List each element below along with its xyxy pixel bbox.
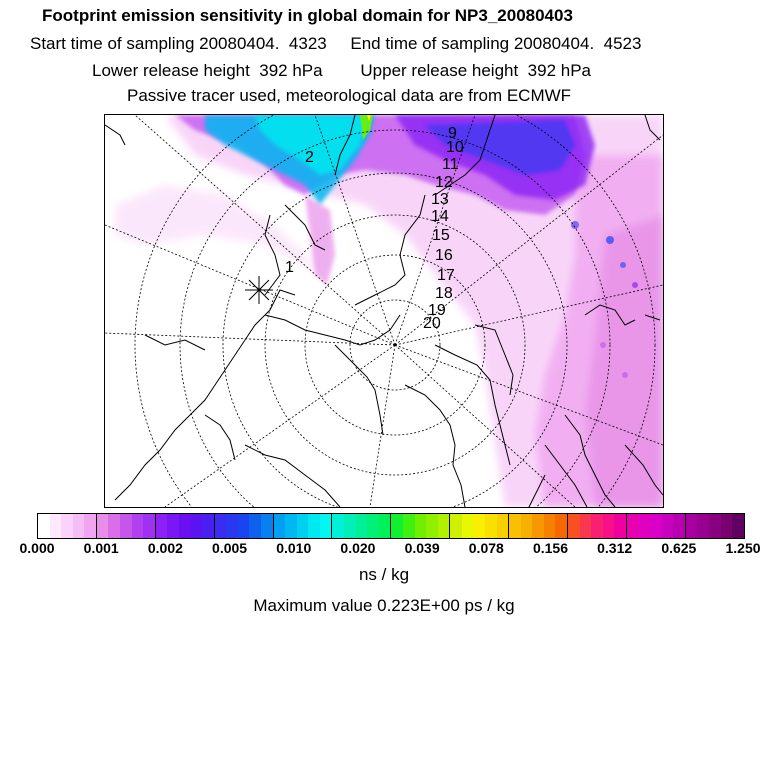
colorbar-swatch [97, 514, 109, 538]
colorbar-swatch [709, 514, 721, 538]
colorbar-swatch [215, 514, 227, 538]
colorbar-swatch [297, 514, 309, 538]
trajectory-label: 15 [432, 227, 450, 244]
colorbar-swatch [603, 514, 615, 538]
colorbar-swatch [132, 514, 144, 538]
release-height-line: Lower release height 392 hPa Upper release height 392 hPa [92, 61, 591, 80]
colorbar-swatch [403, 514, 415, 538]
colorbar-swatch [308, 514, 320, 538]
colorbar-swatch [332, 514, 344, 538]
colorbar-swatch [462, 514, 474, 538]
colorbar-tick-label: 0.625 [661, 540, 697, 556]
colorbar-swatch [544, 514, 556, 538]
colorbar-swatch [662, 514, 674, 538]
colorbar-swatch [497, 514, 510, 538]
colorbar-swatch [721, 514, 733, 538]
trajectory-label: 11 [442, 156, 459, 173]
colorbar-tick-label: 0.000 [19, 540, 55, 556]
trajectory-label: 19 [428, 302, 446, 319]
trajectory-label: 9 [448, 125, 457, 142]
colorbar-swatch [285, 514, 297, 538]
sampling-time-line: Start time of sampling 20080404. 4323 End time of sampling 20080404. 4523 [30, 34, 642, 53]
map-canvas [105, 115, 663, 507]
trajectory-label: 12 [435, 174, 453, 191]
colorbar-swatch [732, 514, 744, 538]
colorbar-swatch [320, 514, 333, 538]
colorbar-swatch [673, 514, 686, 538]
colorbar-swatch [38, 514, 50, 538]
colorbar-swatch [191, 514, 203, 538]
colorbar-swatch [238, 514, 250, 538]
colorbar-swatch [473, 514, 485, 538]
colorbar-swatch [226, 514, 238, 538]
colorbar-swatch [167, 514, 179, 538]
colorbar-tick-label: 0.002 [147, 540, 183, 556]
colorbar-swatch [532, 514, 544, 538]
trajectory-label: 1 [285, 259, 294, 276]
colorbar-swatch [156, 514, 168, 538]
colorbar-swatch [261, 514, 274, 538]
trajectory-label: 14 [431, 208, 449, 225]
trajectory-label: 2 [305, 149, 314, 166]
colorbar-swatch [686, 514, 698, 538]
trajectory-label: 17 [437, 267, 455, 284]
colorbar-swatch [143, 514, 156, 538]
colorbar-swatch [391, 514, 403, 538]
colorbar-swatch [555, 514, 568, 538]
colorbar-swatch [84, 514, 97, 538]
sensitivity-plume [115, 115, 663, 507]
colorbar-unit: ns / kg [358, 565, 410, 584]
footprint-map [104, 114, 664, 508]
colorbar-swatch [627, 514, 639, 538]
trajectory-label: 10 [446, 139, 464, 156]
colorbar-tick-label: 0.312 [597, 540, 633, 556]
colorbar-tick-label: 0.005 [212, 540, 248, 556]
colorbar-tick-label: 0.010 [276, 540, 312, 556]
receptor-star-icon [245, 276, 273, 304]
colorbar-swatch [356, 514, 368, 538]
colorbar-swatch [73, 514, 85, 538]
colorbar-swatch [521, 514, 533, 538]
colorbar-swatch [697, 514, 709, 538]
colorbar [37, 513, 745, 539]
colorbar-swatch [179, 514, 191, 538]
colorbar-swatch [650, 514, 662, 538]
colorbar-swatch [249, 514, 261, 538]
colorbar-tick-label: 0.039 [404, 540, 440, 556]
colorbar-tick-label: 0.156 [532, 540, 568, 556]
tracer-info-line: Passive tracer used, meteorological data are from ECMWF [127, 86, 572, 105]
trajectory-label: 20 [423, 315, 441, 332]
trajectory-label: 16 [435, 247, 453, 264]
colorbar-tick-label: 0.020 [340, 540, 376, 556]
colorbar-tick-label: 0.001 [83, 540, 119, 556]
trajectory-label: 13 [431, 191, 449, 208]
colorbar-swatch [591, 514, 603, 538]
colorbar-swatch [344, 514, 356, 538]
colorbar-swatch [202, 514, 215, 538]
figure-title: Footprint emission sensitivity in global domain for NP3_20080403 [42, 6, 573, 25]
colorbar-swatch [614, 514, 627, 538]
colorbar-swatch [50, 514, 62, 538]
colorbar-tick-label: 0.078 [468, 540, 504, 556]
trajectory-label: 18 [435, 285, 453, 302]
colorbar-swatch [108, 514, 120, 538]
colorbar-swatch [485, 514, 497, 538]
colorbar-swatch [367, 514, 379, 538]
colorbar-swatch [580, 514, 592, 538]
maximum-value-text: Maximum value 0.223E+00 ps / kg [253, 596, 515, 615]
colorbar-swatch [426, 514, 438, 538]
colorbar-swatch [438, 514, 451, 538]
colorbar-swatch [379, 514, 392, 538]
colorbar-swatch [568, 514, 580, 538]
colorbar-swatch [61, 514, 73, 538]
colorbar-swatch [274, 514, 286, 538]
colorbar-swatch [120, 514, 132, 538]
colorbar-swatch [415, 514, 427, 538]
colorbar-swatch [509, 514, 521, 538]
colorbar-swatch [638, 514, 650, 538]
colorbar-tick-label: 1.250 [725, 540, 761, 556]
colorbar-swatch [450, 514, 462, 538]
